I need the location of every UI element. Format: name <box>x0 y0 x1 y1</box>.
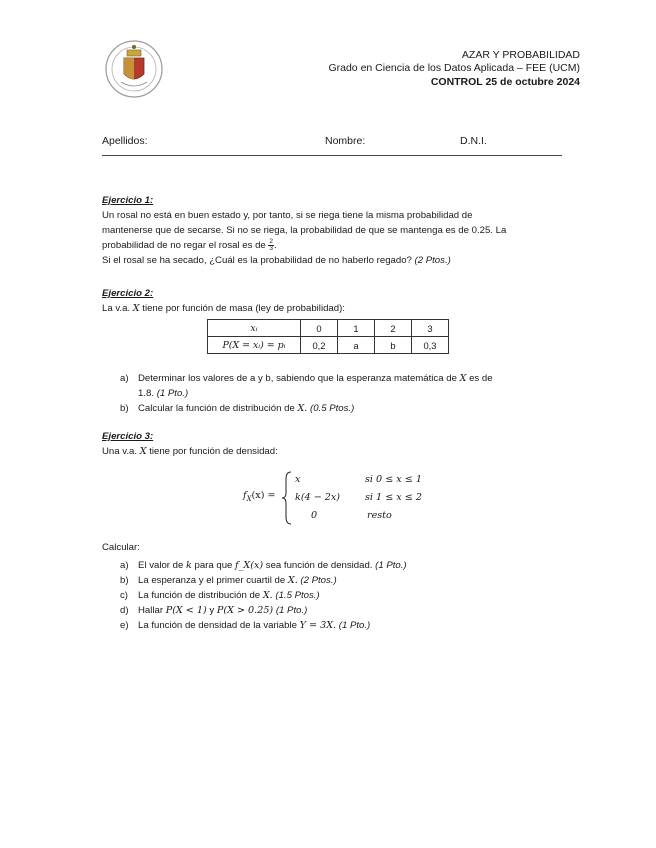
table-cell: 3 <box>412 320 449 337</box>
table-cell: b <box>375 337 412 354</box>
list-item: e) La función de densidad de la variable Y = 3X. (1 Pto.) <box>120 620 371 631</box>
exercise-1-section <box>102 193 506 268</box>
subject-title: AZAR Y PROBABILIDAD <box>461 49 580 61</box>
density-function-label: $f_X(x)$ = <box>243 490 276 503</box>
list-item: d) Hallar P(X < 1) y P(X > 0.25) (1 Pto.) <box>120 605 308 616</box>
table-cell: 1 <box>338 320 375 337</box>
table-cell: 2 <box>375 320 412 337</box>
list-item: b) La esperanza y el primer cuartil de X. (2 Ptos.) <box>120 575 337 586</box>
exercise-3-items <box>120 558 560 634</box>
university-crest-logo <box>103 36 165 102</box>
fraction: $\frac{2}{3}$ <box>269 237 274 252</box>
student-fields <box>102 135 562 156</box>
name-label: Nombre: <box>325 135 366 147</box>
table-cell: 0,2 <box>301 337 338 354</box>
exercise-3-intro: Una v.a. X tiene por función de densidad: <box>102 446 278 457</box>
exercise-1-line-2: mantenerse que de secarse. Si no se riega, la probabilidad de que se mantenga es de 0.25. La <box>102 225 507 236</box>
table-cell: 0 <box>301 320 338 337</box>
exercise-1-line-3: probabilidad de no regar el rosal es de $\frac{2}{3}$ . <box>102 237 277 252</box>
exercise-1-title: Ejercicio 1: <box>102 195 154 206</box>
list-item: c) La función de distribución de X. (1.5 Ptos.) <box>120 590 320 601</box>
case-row: k(4 − 2x) <box>295 492 341 503</box>
case-condition: si 1 ≤ x ≤ 2 <box>365 492 422 503</box>
list-item: a) Determinar los valores de a y b, sabiendo que la esperanza matemática de X es de 1.8. (1 Pto.) <box>120 373 493 399</box>
piecewise-brace <box>282 471 292 530</box>
surname-label: Apellidos: <box>102 135 148 147</box>
case-row: x <box>295 474 301 485</box>
mass-function-table <box>207 319 449 354</box>
case-condition: resto <box>367 510 392 521</box>
degree-line: Grado en Ciencia de los Datos Aplicada – FEE (UCM) <box>328 62 580 74</box>
case-row: 0 <box>311 510 318 521</box>
dni-label: D.N.I. <box>460 135 487 147</box>
list-item: a) El valor de k para que f_X(x) sea función de densidad. (1 Pto.) <box>120 560 407 571</box>
table-header-cell: xᵢ <box>208 320 301 337</box>
table-row <box>208 320 449 337</box>
exercise-2-section <box>102 286 345 316</box>
calculate-label: Calcular: <box>102 542 140 553</box>
list-item: b) Calcular la función de distribución de X. (0.5 Ptos.) <box>120 403 355 414</box>
table-cell: 0,3 <box>412 337 449 354</box>
exercise-3-title: Ejercicio 3: <box>102 431 154 442</box>
exercise-2-intro: La v.a. X tiene por función de masa (ley de probabilidad): <box>102 303 345 314</box>
exercise-2-items <box>120 371 560 417</box>
table-header-cell: P(X = xᵢ) = pᵢ <box>208 337 301 354</box>
exercise-1-question: Si el rosal se ha secado, ¿Cuál es la probabilidad de no haberlo regado? (2 Ptos.) <box>102 255 451 266</box>
exercise-2-title: Ejercicio 2: <box>102 288 154 299</box>
table-cell: a <box>338 337 375 354</box>
exercise-3-section <box>102 429 278 459</box>
case-condition: si 0 ≤ x ≤ 1 <box>365 474 422 485</box>
exercise-1-line-1: Un rosal no está en buen estado y, por tanto, si se riega tiene la misma probabilidad de <box>102 210 473 221</box>
exam-title: CONTROL 25 de octubre 2024 <box>430 76 580 88</box>
table-row <box>208 337 449 354</box>
